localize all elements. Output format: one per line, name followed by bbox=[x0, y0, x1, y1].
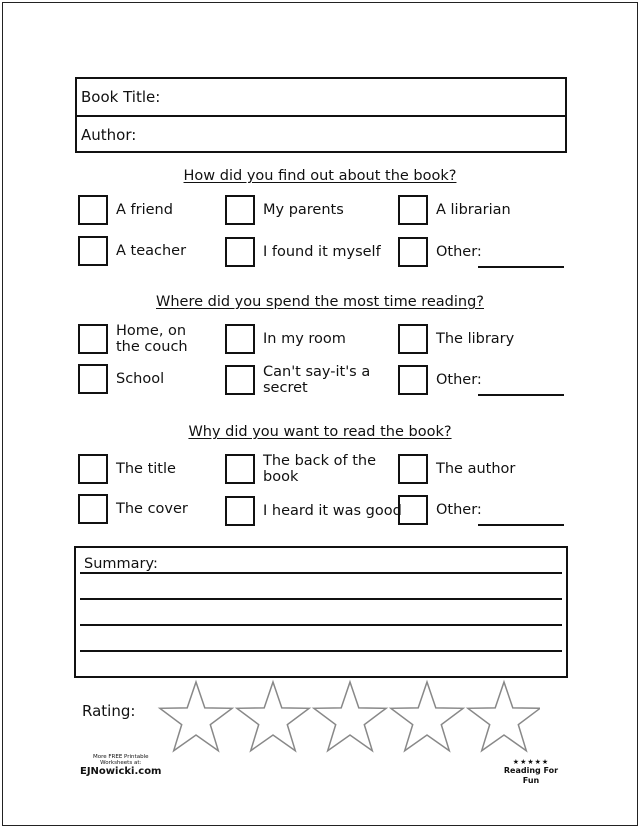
checkbox[interactable] bbox=[398, 495, 428, 525]
checkbox[interactable] bbox=[398, 237, 428, 267]
summary-line bbox=[80, 598, 562, 600]
footer-small-text: Worksheets at: bbox=[100, 760, 142, 766]
footer-site: EJNowicki.com bbox=[80, 766, 162, 777]
option-label: Other: bbox=[436, 244, 482, 260]
checkbox[interactable] bbox=[225, 195, 255, 225]
option-found-myself[interactable] bbox=[225, 235, 403, 269]
summary-box[interactable] bbox=[74, 546, 568, 678]
checkbox[interactable] bbox=[225, 365, 255, 395]
option-other-q3[interactable] bbox=[398, 493, 482, 527]
option-school[interactable] bbox=[78, 362, 236, 396]
checkbox[interactable] bbox=[78, 195, 108, 225]
option-label: A friend bbox=[116, 202, 173, 218]
star-icon[interactable] bbox=[468, 682, 540, 751]
option-the-cover[interactable] bbox=[78, 492, 236, 526]
checkbox[interactable] bbox=[78, 364, 108, 394]
option-label: Home, on the couch bbox=[116, 323, 188, 355]
checkbox[interactable] bbox=[225, 496, 255, 526]
checkbox[interactable] bbox=[398, 324, 428, 354]
rating-stars[interactable] bbox=[156, 678, 540, 758]
checkbox[interactable] bbox=[78, 454, 108, 484]
option-label: A librarian bbox=[436, 202, 511, 218]
option-label: A teacher bbox=[116, 243, 187, 259]
star-icon[interactable] bbox=[237, 682, 309, 751]
option-a-friend[interactable] bbox=[78, 193, 236, 227]
footer-stars-icon: ★★★★★ bbox=[512, 758, 550, 766]
footer-credit bbox=[80, 754, 161, 778]
option-label: The cover bbox=[116, 501, 188, 517]
option-label: The title bbox=[116, 461, 176, 477]
book-title-field[interactable] bbox=[77, 79, 565, 117]
title-author-box bbox=[75, 77, 567, 153]
option-a-librarian[interactable] bbox=[398, 193, 556, 227]
question-why-read: Why did you want to read the book? bbox=[188, 424, 452, 440]
option-the-library[interactable] bbox=[398, 322, 556, 356]
option-heard-good[interactable] bbox=[225, 494, 403, 528]
checkbox[interactable] bbox=[225, 454, 255, 484]
option-label: The library bbox=[436, 331, 515, 347]
rating-label: Rating: bbox=[82, 702, 136, 720]
option-other-q2[interactable] bbox=[398, 363, 482, 397]
option-label: The author bbox=[436, 461, 516, 477]
star-icon[interactable] bbox=[314, 682, 386, 751]
option-label: I heard it was good bbox=[263, 503, 402, 519]
option-a-teacher[interactable] bbox=[78, 234, 236, 268]
checkbox[interactable] bbox=[225, 237, 255, 267]
other-write-in-line[interactable] bbox=[478, 394, 564, 396]
option-my-parents[interactable] bbox=[225, 193, 383, 227]
question-find-out: How did you find out about the book? bbox=[183, 168, 457, 184]
checkbox[interactable] bbox=[78, 324, 108, 354]
checkbox[interactable] bbox=[398, 195, 428, 225]
option-the-title[interactable] bbox=[78, 452, 236, 486]
footer-logo-text: Reading For Fun bbox=[503, 766, 559, 785]
summary-line bbox=[80, 650, 562, 652]
option-label: In my room bbox=[263, 331, 346, 347]
book-title-label: Book Title: bbox=[81, 88, 161, 106]
checkbox[interactable] bbox=[78, 494, 108, 524]
summary-line bbox=[80, 624, 562, 626]
star-icon[interactable] bbox=[160, 682, 232, 751]
option-label: Other: bbox=[436, 502, 482, 518]
option-label: Can't say-it's a secret bbox=[263, 364, 371, 396]
option-label: School bbox=[116, 371, 165, 387]
summary-line bbox=[80, 572, 562, 574]
option-home-couch[interactable] bbox=[78, 322, 196, 356]
checkbox[interactable] bbox=[78, 236, 108, 266]
option-cant-say[interactable] bbox=[225, 363, 378, 397]
checkbox[interactable] bbox=[398, 365, 428, 395]
other-write-in-line[interactable] bbox=[478, 524, 564, 526]
checkbox[interactable] bbox=[398, 454, 428, 484]
option-back-of-book[interactable] bbox=[225, 452, 381, 486]
checkbox[interactable] bbox=[225, 324, 255, 354]
option-other-q1[interactable] bbox=[398, 235, 482, 269]
footer-small-text: More FREE Printable bbox=[92, 754, 149, 760]
summary-label: Summary: bbox=[84, 556, 158, 572]
other-write-in-line[interactable] bbox=[478, 266, 564, 268]
option-label: The back of the book bbox=[263, 453, 377, 485]
option-the-author[interactable] bbox=[398, 452, 556, 486]
star-icon[interactable] bbox=[391, 682, 463, 751]
option-in-my-room[interactable] bbox=[225, 322, 383, 356]
option-label: I found it myself bbox=[263, 244, 381, 260]
author-label: Author: bbox=[81, 126, 137, 144]
author-field[interactable] bbox=[77, 117, 565, 153]
question-where-reading: Where did you spend the most time reading? bbox=[156, 294, 484, 310]
option-label: My parents bbox=[263, 202, 344, 218]
footer-logo bbox=[496, 758, 566, 786]
option-label: Other: bbox=[436, 372, 482, 388]
